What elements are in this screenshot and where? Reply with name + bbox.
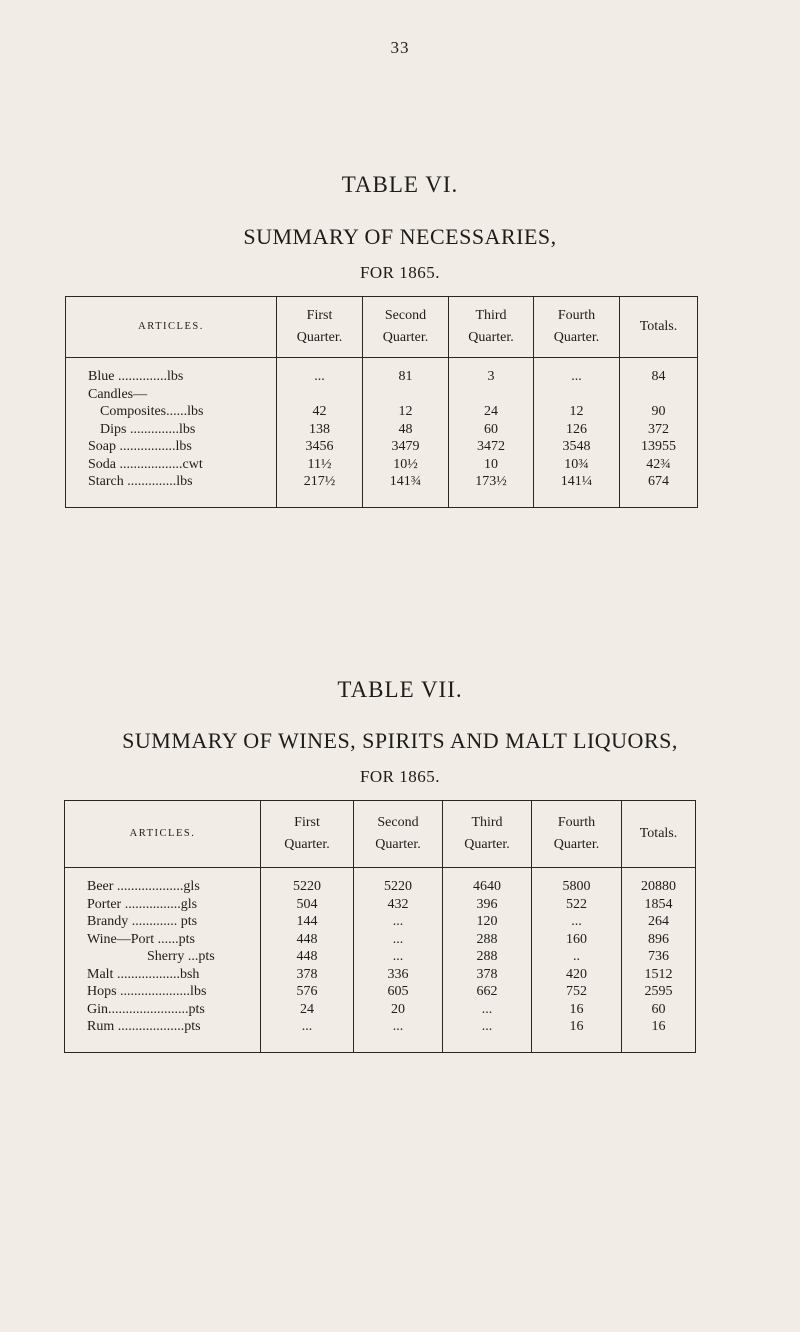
header-fourth-quarter: Fourth Quarter. (534, 297, 620, 358)
header-third-quarter: Third Quarter. (449, 297, 534, 358)
cell: ... (354, 931, 443, 949)
table7-title: TABLE VII. (337, 677, 463, 702)
table7-subtitle: SUMMARY OF WINES, SPIRITS AND MALT LIQUORS, (122, 728, 678, 753)
cell: 11½ (277, 456, 363, 474)
cell: ... (261, 1018, 354, 1052)
cell (277, 386, 363, 404)
cell: ... (354, 913, 443, 931)
row-label: Beer ...................gls (87, 879, 200, 894)
table7-header-row (65, 801, 696, 868)
cell: 138 (277, 421, 363, 439)
cell: .. (532, 948, 622, 966)
table-row (66, 473, 698, 507)
cell: 3548 (534, 438, 620, 456)
row-label: Gin.......................pts (87, 1001, 205, 1017)
cell: ... (532, 913, 622, 931)
cell (449, 386, 534, 404)
cell: ... (534, 358, 620, 386)
table-row (66, 386, 698, 404)
cell: 84 (620, 358, 698, 386)
table-row (65, 966, 696, 984)
table6-year: FOR 1865. (359, 263, 441, 282)
table-row (65, 931, 696, 949)
cell: 605 (354, 983, 443, 1001)
cell: 264 (622, 913, 696, 931)
table6-title: TABLE VI. (341, 172, 459, 197)
table-row (66, 438, 698, 456)
row-label: Dips ..............lbs (100, 421, 196, 437)
cell: 448 (261, 948, 354, 966)
cell: 10½ (363, 456, 449, 474)
cell: 3456 (277, 438, 363, 456)
cell: 1512 (622, 966, 696, 984)
cell: 141¾ (363, 473, 449, 507)
cell: 24 (449, 403, 534, 421)
header-first-quarter: First Quarter. (261, 801, 354, 868)
cell: 674 (620, 473, 698, 507)
header-first-quarter: First Quarter. (277, 297, 363, 358)
cell: 173½ (449, 473, 534, 507)
cell: 420 (532, 966, 622, 984)
row-label: Wine—Port ......pts (87, 931, 195, 947)
table-row (66, 421, 698, 439)
cell: 2595 (622, 983, 696, 1001)
cell: 10¾ (534, 456, 620, 474)
cell: 5800 (532, 868, 622, 896)
cell: 16 (622, 1018, 696, 1052)
cell: 42 (277, 403, 363, 421)
table7-year: FOR 1865. (359, 767, 441, 786)
cell: 4640 (443, 868, 532, 896)
header-articles: ARTICLES. (66, 297, 277, 358)
header-articles: ARTICLES. (65, 801, 261, 868)
cell: 81 (363, 358, 449, 386)
cell: ... (443, 1018, 532, 1052)
cell: 60 (622, 1001, 696, 1019)
cell: 12 (363, 403, 449, 421)
header-third-quarter: Third Quarter. (443, 801, 532, 868)
cell (620, 386, 698, 404)
cell: 448 (261, 931, 354, 949)
cell: 120 (443, 913, 532, 931)
row-label: Brandy ............. pts (87, 914, 198, 929)
table-row (65, 948, 696, 966)
table-row (65, 983, 696, 1001)
cell: ... (277, 358, 363, 386)
cell: 24 (261, 1001, 354, 1019)
cell: ... (354, 1018, 443, 1052)
cell: 396 (443, 896, 532, 914)
row-label: Rum ...................pts (87, 1019, 201, 1034)
cell: 160 (532, 931, 622, 949)
cell: 3 (449, 358, 534, 386)
cell: 141¼ (534, 473, 620, 507)
cell: 217½ (277, 473, 363, 507)
cell: 42¾ (620, 456, 698, 474)
table-row (66, 358, 698, 386)
table-row (65, 896, 696, 914)
cell: 48 (363, 421, 449, 439)
row-label: Composites......lbs (100, 404, 204, 419)
cell: 662 (443, 983, 532, 1001)
table-row (65, 1018, 696, 1052)
cell: 576 (261, 983, 354, 1001)
cell: ... (354, 948, 443, 966)
cell: 336 (354, 966, 443, 984)
cell: 896 (622, 931, 696, 949)
table6-header-row (66, 297, 698, 358)
table-row (66, 456, 698, 474)
cell: 16 (532, 1018, 622, 1052)
cell: 3479 (363, 438, 449, 456)
header-totals: Totals. (620, 297, 698, 358)
row-label: Soda ..................cwt (88, 456, 203, 472)
row-label: Hops ....................lbs (87, 984, 207, 999)
cell (363, 386, 449, 404)
cell: ... (443, 1001, 532, 1019)
cell: 3472 (449, 438, 534, 456)
header-second-quarter: Second Quarter. (363, 297, 449, 358)
cell: 5220 (261, 868, 354, 896)
cell: 16 (532, 1001, 622, 1019)
cell: 20880 (622, 868, 696, 896)
header-totals: Totals. (622, 801, 696, 868)
row-label: Malt ..................bsh (87, 966, 200, 982)
table-row (65, 868, 696, 896)
cell: 5220 (354, 868, 443, 896)
cell: 378 (261, 966, 354, 984)
cell: 504 (261, 896, 354, 914)
cell: 12 (534, 403, 620, 421)
row-label: Starch ..............lbs (88, 474, 193, 489)
cell (534, 386, 620, 404)
table-row (66, 403, 698, 421)
cell: 1854 (622, 896, 696, 914)
cell: 60 (449, 421, 534, 439)
cell: 736 (622, 948, 696, 966)
cell: 372 (620, 421, 698, 439)
cell: 432 (354, 896, 443, 914)
row-label: Candles— (88, 386, 148, 402)
cell: 144 (261, 913, 354, 931)
table-row (65, 913, 696, 931)
table-row (65, 1001, 696, 1019)
table6 (65, 296, 698, 508)
cell: 126 (534, 421, 620, 439)
row-label: Blue ..............lbs (88, 369, 184, 384)
row-label: Porter ................gls (87, 896, 198, 912)
table6-subtitle: SUMMARY OF NECESSARIES, (243, 224, 557, 249)
cell: 522 (532, 896, 622, 914)
cell: 90 (620, 403, 698, 421)
cell: 378 (443, 966, 532, 984)
cell: 752 (532, 983, 622, 1001)
header-fourth-quarter: Fourth Quarter. (532, 801, 622, 868)
cell: 288 (443, 931, 532, 949)
cell: 288 (443, 948, 532, 966)
cell: 13955 (620, 438, 698, 456)
row-label: Sherry ...pts (147, 949, 215, 964)
cell: 10 (449, 456, 534, 474)
page-number: 33 (390, 38, 410, 57)
header-second-quarter: Second Quarter. (354, 801, 443, 868)
row-label: Soap ................lbs (88, 439, 192, 454)
table7 (64, 800, 696, 1053)
cell: 20 (354, 1001, 443, 1019)
